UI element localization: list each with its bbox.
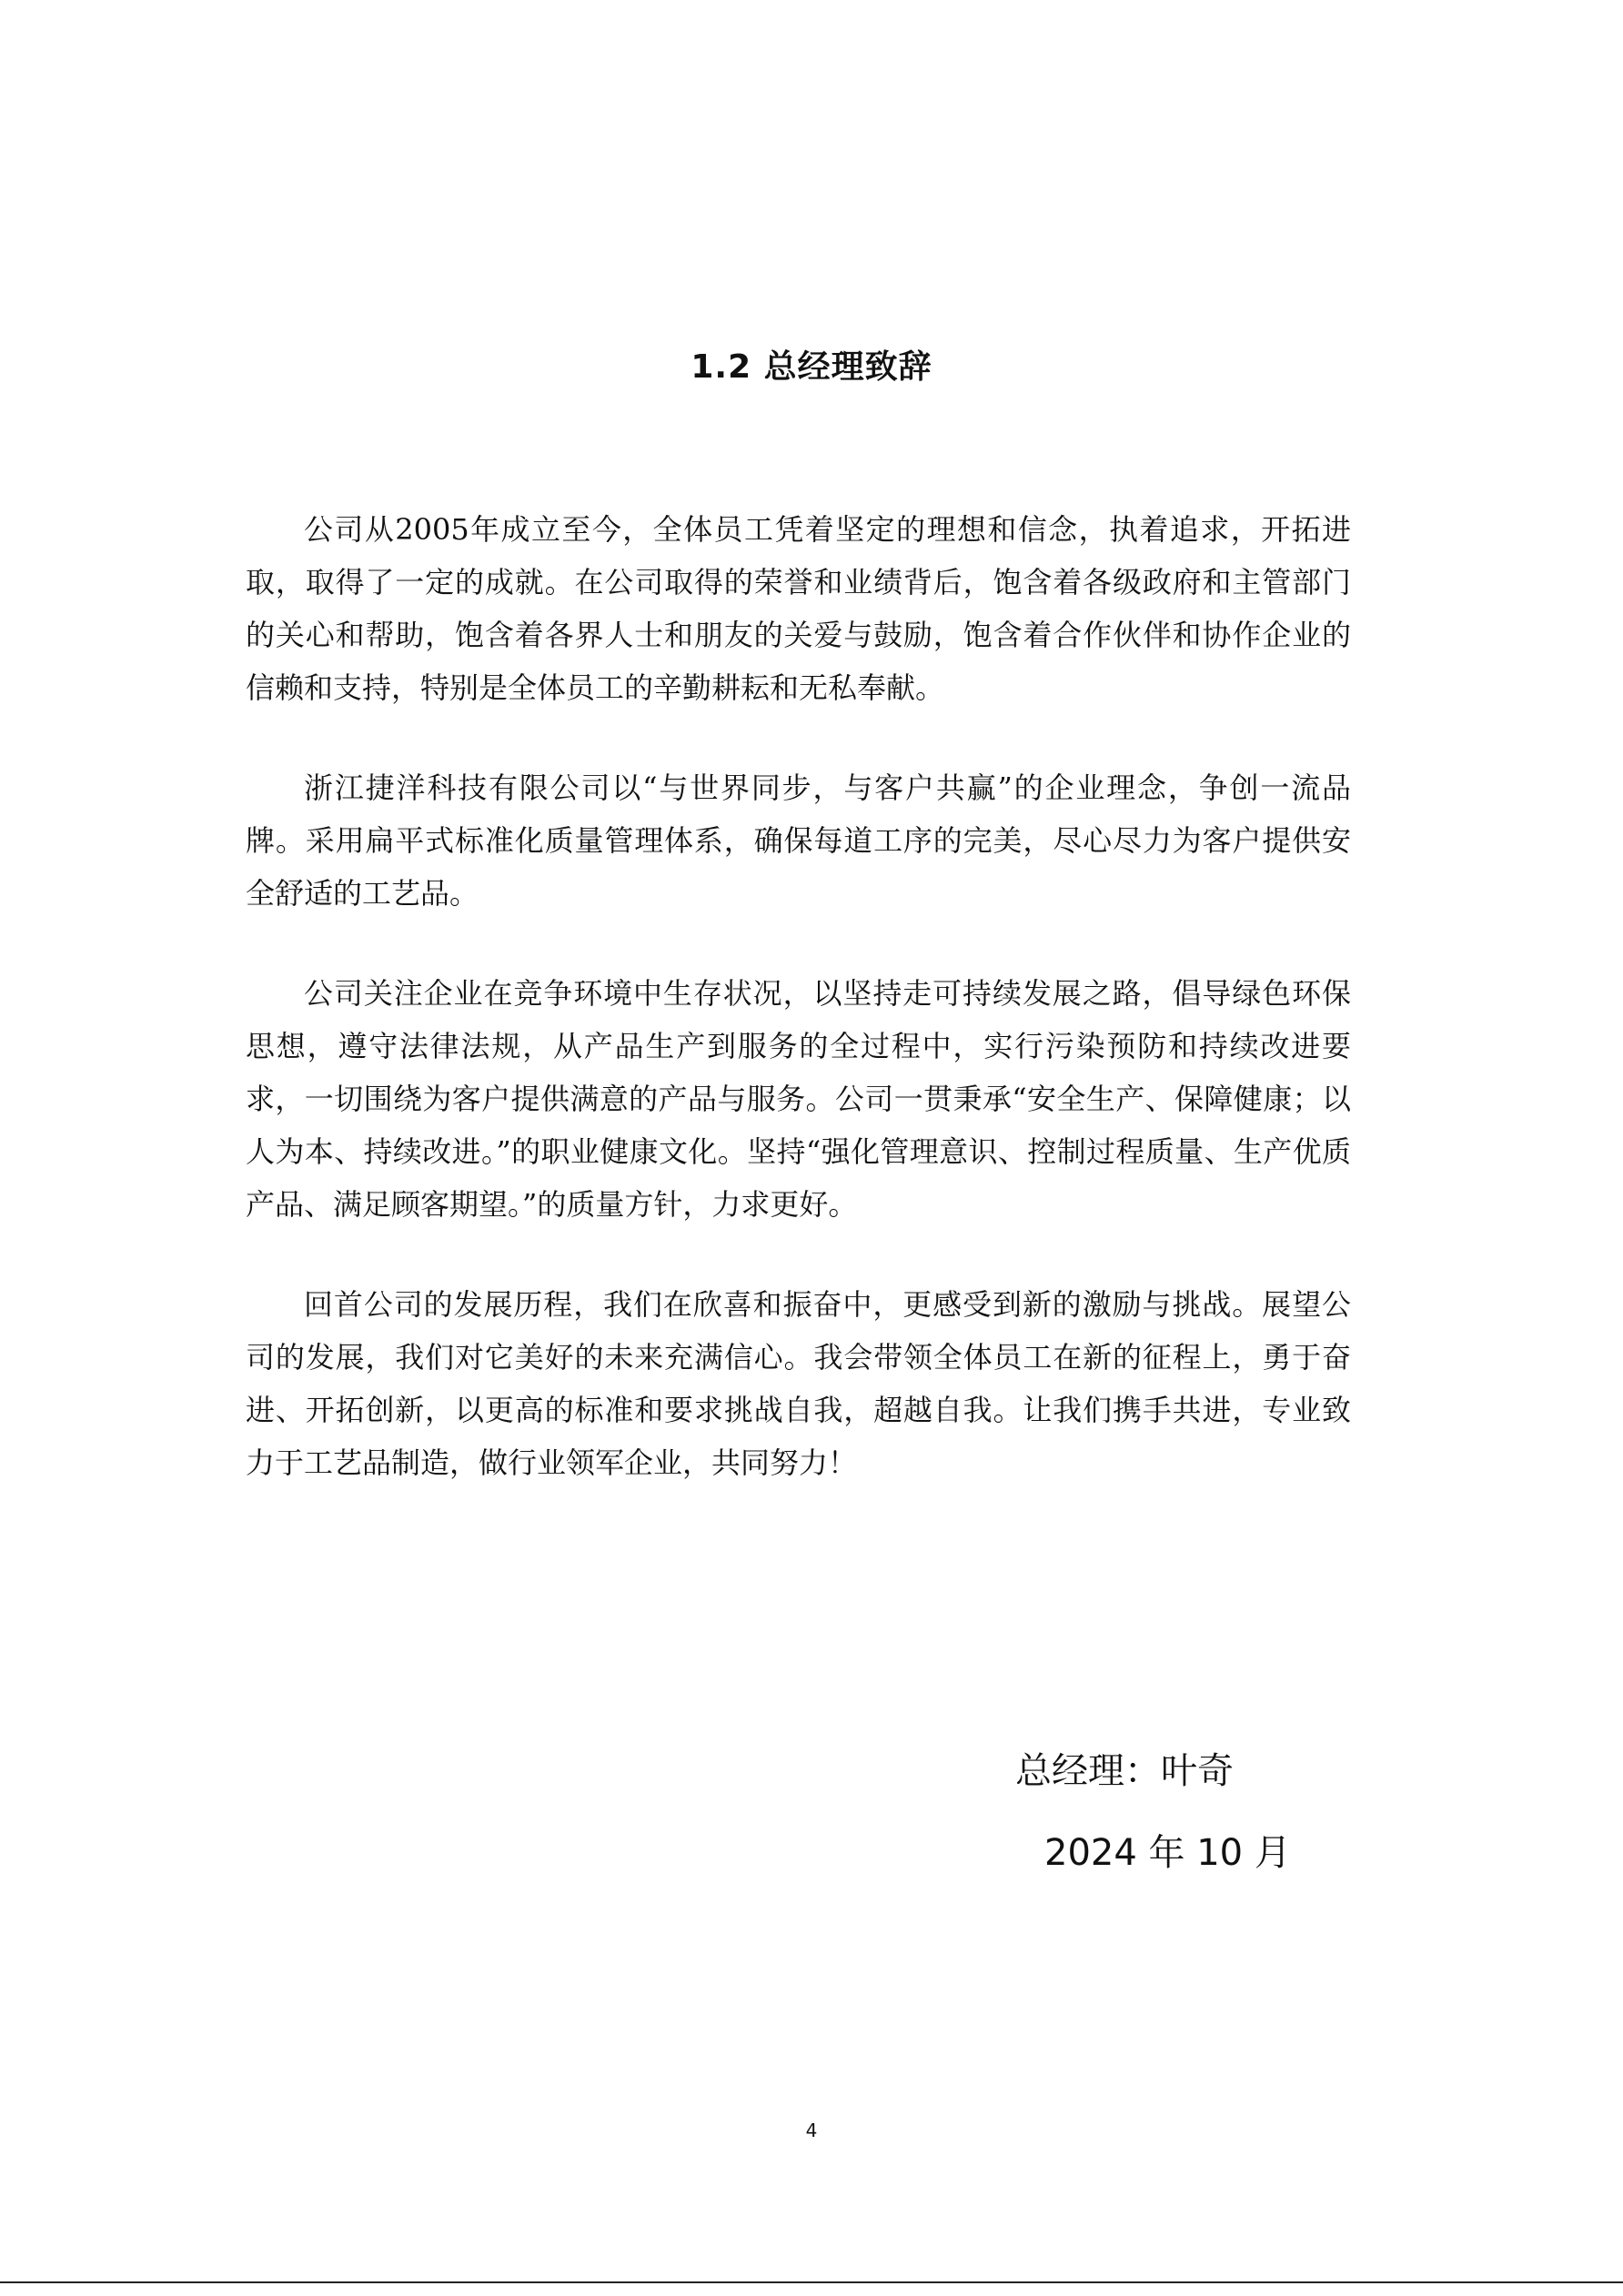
paragraph-3: 公司关注企业在竞争环境中生存状况，以坚持走可持续发展之路，倡导绿色环保思想，遵守法律法规，从产品生产到服务的全过程中，实行污染预防和持续改进要求，一切围绕为客户提供满意的产品与服务。公司一贯秉承“安全生产、保障健康；以人为本、持续改进。”的职业健康文化。坚持“强化管理意识、控制过程质量、生产优质产品、满足顾客期望。”的质量方针，力求更好。: [246, 976, 1351, 1222]
date: 2024 年 10 月: [1044, 1832, 1291, 1874]
page-title: 1.2 总经理致辞: [691, 348, 932, 386]
paragraph-4: 回首公司的发展历程，我们在欣喜和振奋中，更感受到新的激励与挑战。展望公司的发展，我们对它美好的未来充满信心。我会带领全体员工在新的征程上，勇于奋进、开拓创新，以更高的标准和要求挑战自我，超越自我。让我们携手共进，专业致力于工艺品制造，做行业领军企业，共同努力！: [246, 1287, 1351, 1480]
page-number: 4: [805, 2120, 818, 2141]
paragraph-2: 浙江捷洋科技有限公司以“与世界同步，与客户共赢”的企业理念，争创一流品牌。采用扁平式标准化质量管理体系，确保每道工序的完美，尽心尽力为客户提供安全舒适的工艺品。: [246, 770, 1351, 911]
body-text: [246, 503, 1351, 1536]
bottom-divider: [0, 2281, 1623, 2283]
paragraph-1: 公司从2005年成立至今，全体员工凭着坚定的理想和信念，执着追求，开拓进取，取得了一定的成就。在公司取得的荣誉和业绩背后，饱含着各级政府和主管部门的关心和帮助，饱含着各界人士和朋友的关爱与鼓励，饱含着合作伙伴和协作企业的信赖和支持，特别是全体员工的辛勤耕耘和无私奉献。: [246, 512, 1351, 705]
signature: 总经理：叶奇: [1015, 1750, 1234, 1792]
